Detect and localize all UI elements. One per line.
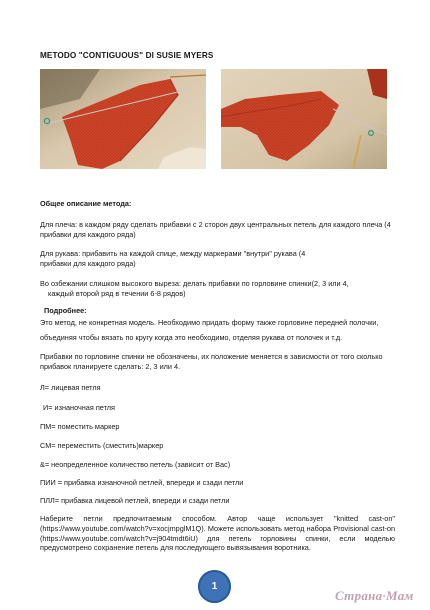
watermark-right: Мам <box>386 588 414 603</box>
legend-item: ПМ= поместить маркер <box>40 422 120 431</box>
legend-item: И= изнаночная петля <box>43 403 115 412</box>
page-number: 1 <box>211 581 218 592</box>
sleeves-line-1: Для рукава: прибавить на каждой спице, между маркерами "внутри" рукава (4 <box>40 249 306 258</box>
increases-note: Прибавки по горловине спинки не обозначены, их положение меняется в зависмости от того сколько прибавок планируете сделать: 2, 3 или 4. <box>40 352 383 371</box>
legend-item: ПЛЛ= прибавка лицевой петлей, впереди и сзади петли <box>40 496 230 505</box>
watermark-dot: · <box>382 588 387 603</box>
site-watermark <box>335 588 414 604</box>
legend-item: &= неопределенное количество петель (зависит от Вас) <box>40 460 231 469</box>
cast-on-note: Наберите петли предпочитаемым способом. Автор чаще использует "knitted cast-on" (https://www.youtube.com/watch?v=xocjmpglM1Q). Можете использовать метод набора Provisional cast-on (https://www.youtube.com/watch?v=j904tmdt6iU) для петель горловины спинки, если моделью предусмотрено сохранение петель для последующего вывязывания воротника. <box>40 514 395 553</box>
photo-knitting-left <box>40 69 206 169</box>
shoulders-paragraph: Для плеча: в каждом ряду сделать прибавки с 2 сторон двух центральных петель для каждого плеча (4 прибавки для каждого ряда) <box>40 220 391 239</box>
details-heading: Подробнее: <box>44 306 87 315</box>
neck-paragraph <box>40 279 395 299</box>
watermark-left: Страна <box>335 588 383 603</box>
legend-item: ПИИ = прибавка изнаночной петлей, впереди и сзади петли <box>40 478 244 487</box>
details-line-1: Это метод, не конкретная модель. Необходимо придать форму также горловине передней полочки, <box>40 318 379 327</box>
page-number-badge <box>198 570 231 603</box>
sleeves-paragraph <box>40 249 395 269</box>
document-title: METODO "CONTIGUOUS" DI SUSIE MYERS <box>40 51 214 60</box>
details-line-2: объединяя чтобы вязать по кругу когда это необходимо, отделяя рукава от полочек и т.д. <box>40 333 343 342</box>
neck-line-2: каждый второй ряд в течении 6-8 рядов) <box>48 288 186 298</box>
neck-line-1: Во озбежании слишком высокого выреза: делать прибавки по горловине спинки(2, 3 или 4, <box>40 279 349 288</box>
legend-item: СМ= переместить (сместить)маркер <box>40 441 164 450</box>
overview-heading: Общее описание метода: <box>40 199 132 208</box>
legend-item: Л= лицевая петля <box>40 383 101 392</box>
photo-knitting-right <box>221 69 387 169</box>
sleeves-line-2: прибавки для каждого ряда) <box>40 258 136 268</box>
